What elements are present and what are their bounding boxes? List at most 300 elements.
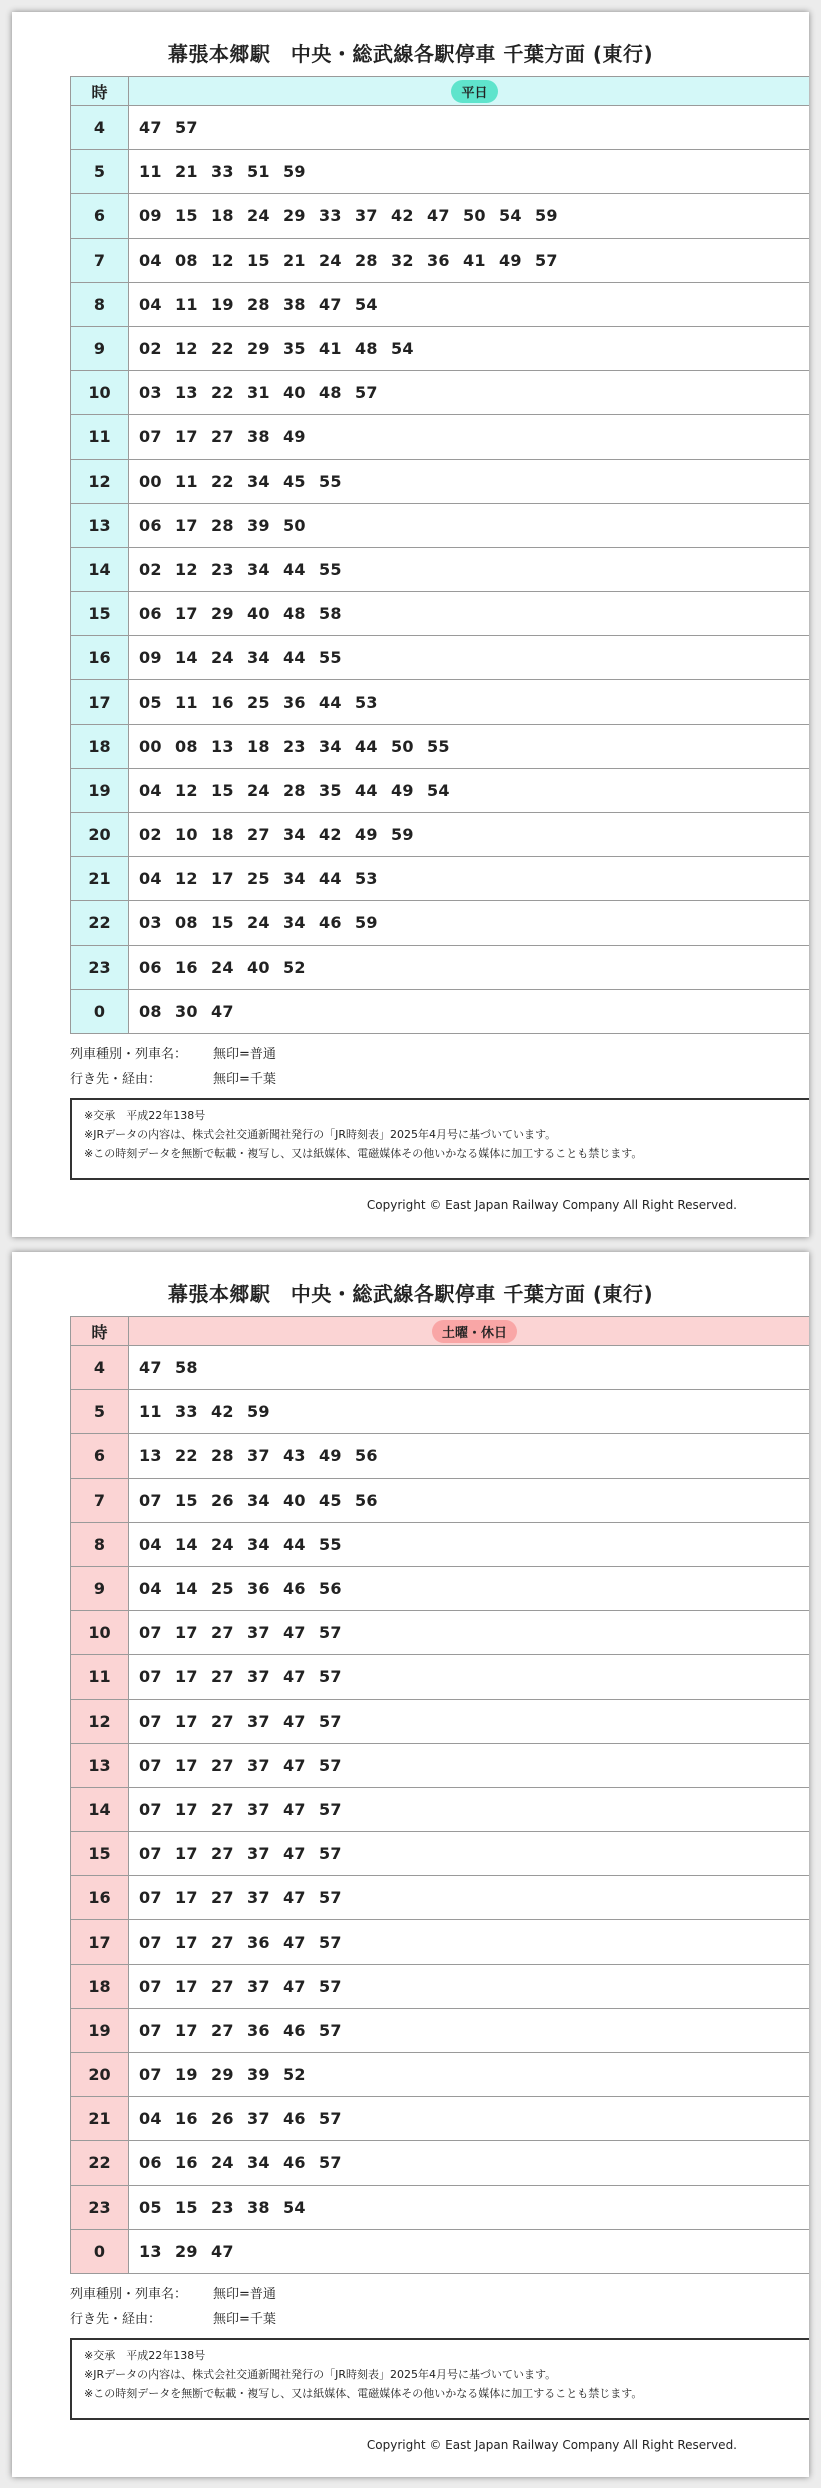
departure-minute: 23 (211, 559, 234, 579)
legend-value: 無印=千葉 (213, 1072, 276, 1087)
departure-minute: 17 (175, 427, 198, 447)
departure-minute: 37 (355, 206, 378, 226)
departure-minute: 43 (283, 1446, 306, 1466)
departure-minute: 40 (247, 957, 270, 977)
hour-cell: 14 (71, 1787, 129, 1831)
departure-minute: 24 (211, 648, 234, 668)
departure-minute: 17 (211, 869, 234, 889)
minutes-cell (129, 2053, 810, 2097)
hour-cell: 11 (71, 1655, 129, 1699)
departure-minute: 46 (283, 2020, 306, 2040)
departure-minute: 28 (211, 1446, 234, 1466)
legend-row-train-type (70, 2282, 276, 2307)
departure-minute: 53 (355, 869, 378, 889)
minutes-cell (129, 768, 810, 812)
departure-minute: 22 (211, 383, 234, 403)
departure-minute: 25 (211, 1579, 234, 1599)
timetable-row (71, 857, 810, 901)
departure-minute: 22 (175, 1446, 198, 1466)
departure-minute: 47 (283, 1799, 306, 1819)
departure-minute: 54 (355, 294, 378, 314)
timetable-row (71, 1434, 810, 1478)
hour-cell: 0 (71, 2229, 129, 2273)
departure-minute: 57 (319, 2109, 342, 2129)
departure-minute: 07 (139, 1844, 162, 1864)
timetable-row (71, 768, 810, 812)
departure-minute: 37 (247, 1755, 270, 1775)
departure-minute: 22 (211, 339, 234, 359)
departure-minute: 13 (211, 736, 234, 756)
departure-minute: 55 (319, 648, 342, 668)
departure-minute: 07 (139, 1711, 162, 1731)
departure-minute: 35 (319, 780, 342, 800)
departure-minute: 39 (247, 2065, 270, 2085)
hour-cell: 12 (71, 1699, 129, 1743)
departure-minute: 07 (139, 1623, 162, 1643)
departure-minute: 42 (319, 825, 342, 845)
departure-minute: 47 (319, 294, 342, 314)
page-title: 幕張本郷駅 中央・総武線各駅停車 千葉方面 (東行) (167, 42, 654, 66)
departure-minute: 23 (283, 736, 306, 756)
departure-minute: 47 (283, 1755, 306, 1775)
departure-minute: 26 (211, 2109, 234, 2129)
departure-minute: 17 (175, 1799, 198, 1819)
departure-minute: 07 (139, 1888, 162, 1908)
departure-minute: 49 (391, 780, 414, 800)
hour-cell: 17 (71, 680, 129, 724)
note-line: ※JRデータの内容は、株式会社交通新聞社発行の「JR時刻表」2025年4月号に基づいています。 (84, 1128, 557, 1141)
departure-minute: 07 (139, 2020, 162, 2040)
departure-minute: 27 (211, 1667, 234, 1687)
departure-minute: 07 (139, 1799, 162, 1819)
departure-minute: 29 (211, 604, 234, 624)
departure-minute: 17 (175, 1844, 198, 1864)
minutes-cell (129, 371, 810, 415)
note-line: ※この時刻データを無断で転載・複写し、又は紙媒体、電磁媒体その他いかなる媒体に加工することも禁じます。 (84, 2387, 643, 2400)
departure-minute: 34 (247, 559, 270, 579)
departure-minute: 54 (499, 206, 522, 226)
departure-minute: 07 (139, 1932, 162, 1952)
hour-column-header: 時 (71, 1317, 129, 1346)
departure-minute: 34 (319, 736, 342, 756)
minutes-cell (129, 1964, 810, 2008)
departure-minute: 54 (427, 780, 450, 800)
minutes-cell (129, 724, 810, 768)
departure-minute: 02 (139, 559, 162, 579)
departure-minute: 47 (427, 206, 450, 226)
departure-minute: 19 (211, 294, 234, 314)
hour-cell: 22 (71, 901, 129, 945)
departure-minute: 08 (139, 1001, 162, 1021)
notes-box (70, 2338, 809, 2420)
departure-minute: 45 (283, 471, 306, 491)
minutes-cell (129, 547, 810, 591)
minutes-cell (129, 1787, 810, 1831)
departure-minute: 11 (175, 294, 198, 314)
hour-cell: 8 (71, 282, 129, 326)
departure-minute: 27 (211, 1932, 234, 1952)
departure-minute: 25 (247, 692, 270, 712)
departure-minute: 17 (175, 1711, 198, 1731)
legend-row-destination (70, 1067, 276, 1092)
timetable-row (71, 989, 810, 1033)
hour-cell: 4 (71, 106, 129, 150)
timetable-row (71, 2008, 810, 2052)
minutes-cell (129, 857, 810, 901)
departure-minute: 57 (319, 1932, 342, 1952)
departure-minute: 02 (139, 339, 162, 359)
departure-minute: 46 (283, 2109, 306, 2129)
departure-minute: 18 (211, 825, 234, 845)
departure-minute: 33 (211, 162, 234, 182)
timetable-row (71, 1743, 810, 1787)
hour-cell: 11 (71, 415, 129, 459)
departure-minute: 07 (139, 1976, 162, 1996)
departure-minute: 28 (211, 515, 234, 535)
departure-minute: 36 (283, 692, 306, 712)
departure-minute: 52 (283, 957, 306, 977)
departure-minute: 16 (211, 692, 234, 712)
departure-minute: 40 (247, 604, 270, 624)
minutes-cell (129, 945, 810, 989)
departure-minute: 09 (139, 648, 162, 668)
timetable-row (71, 2097, 810, 2141)
departure-minute: 47 (283, 1711, 306, 1731)
departure-minute: 47 (283, 1667, 306, 1687)
departure-minute: 27 (211, 1844, 234, 1864)
departure-minute: 18 (247, 736, 270, 756)
departure-minute: 13 (139, 2241, 162, 2261)
departure-minute: 05 (139, 692, 162, 712)
timetable-row (71, 415, 810, 459)
timetable-holiday (70, 1316, 809, 2274)
timetable-row (71, 1346, 810, 1390)
hour-cell: 6 (71, 1434, 129, 1478)
minutes-cell (129, 503, 810, 547)
departure-minute: 11 (139, 1402, 162, 1422)
minutes-cell (129, 1522, 810, 1566)
departure-minute: 48 (319, 383, 342, 403)
departure-minute: 17 (175, 1932, 198, 1952)
day-type-badge: 平日 (451, 80, 497, 103)
departure-minute: 12 (175, 559, 198, 579)
departure-minute: 57 (175, 118, 198, 138)
departure-minute: 33 (175, 1402, 198, 1422)
departure-minute: 00 (139, 471, 162, 491)
departure-minute: 57 (319, 1976, 342, 1996)
minutes-cell (129, 901, 810, 945)
departure-minute: 45 (319, 1490, 342, 1510)
departure-minute: 27 (247, 825, 270, 845)
note-line: ※交承 平成22年138号 (84, 1109, 206, 1122)
departure-minute: 48 (283, 604, 306, 624)
timetable-row (71, 1832, 810, 1876)
timetable-row (71, 636, 810, 680)
departure-minute: 06 (139, 2153, 162, 2173)
legend-row-destination (70, 2307, 276, 2332)
minutes-cell (129, 415, 810, 459)
departure-minute: 04 (139, 1534, 162, 1554)
departure-minute: 07 (139, 2065, 162, 2085)
timetable-row (71, 547, 810, 591)
minutes-cell (129, 1434, 810, 1478)
departure-minute: 34 (283, 913, 306, 933)
departure-minute: 12 (175, 869, 198, 889)
departure-minute: 26 (211, 1490, 234, 1510)
hour-cell: 5 (71, 150, 129, 194)
departure-minute: 24 (319, 250, 342, 270)
departure-minute: 29 (247, 339, 270, 359)
timetable-row (71, 282, 810, 326)
departure-minute: 41 (319, 339, 342, 359)
departure-minute: 07 (139, 1755, 162, 1775)
minutes-cell (129, 2097, 810, 2141)
minutes-cell (129, 1390, 810, 1434)
departure-minute: 38 (283, 294, 306, 314)
departure-minute: 55 (319, 471, 342, 491)
legend-key: 列車種別・列車名： (70, 1047, 188, 1062)
minutes-cell (129, 1699, 810, 1743)
departure-minute: 27 (211, 1623, 234, 1643)
hour-cell: 15 (71, 592, 129, 636)
departure-minute: 15 (247, 250, 270, 270)
hour-cell: 16 (71, 1876, 129, 1920)
departure-minute: 39 (247, 515, 270, 535)
departure-minute: 12 (211, 250, 234, 270)
timetable-row (71, 2053, 810, 2097)
departure-minute: 06 (139, 957, 162, 977)
minutes-cell (129, 2185, 810, 2229)
timetable-row (71, 1611, 810, 1655)
minutes-cell (129, 150, 810, 194)
hour-cell: 23 (71, 2185, 129, 2229)
departure-minute: 24 (247, 780, 270, 800)
hour-cell: 19 (71, 2008, 129, 2052)
hour-cell: 8 (71, 1522, 129, 1566)
day-type-header (129, 77, 810, 106)
departure-minute: 28 (247, 294, 270, 314)
minutes-cell (129, 1478, 810, 1522)
departure-minute: 08 (175, 736, 198, 756)
departure-minute: 57 (319, 1623, 342, 1643)
departure-minute: 58 (175, 1358, 198, 1378)
departure-minute: 34 (247, 471, 270, 491)
hour-cell: 18 (71, 1964, 129, 2008)
departure-minute: 07 (139, 427, 162, 447)
minutes-cell (129, 1655, 810, 1699)
departure-minute: 34 (283, 825, 306, 845)
departure-minute: 36 (247, 1579, 270, 1599)
departure-minute: 24 (247, 913, 270, 933)
departure-minute: 13 (175, 383, 198, 403)
departure-minute: 47 (283, 1888, 306, 1908)
departure-minute: 11 (175, 692, 198, 712)
departure-minute: 04 (139, 250, 162, 270)
departure-minute: 46 (283, 1579, 306, 1599)
departure-minute: 58 (319, 604, 342, 624)
departure-minute: 15 (175, 2197, 198, 2217)
hour-cell: 0 (71, 989, 129, 1033)
departure-minute: 30 (175, 1001, 198, 1021)
departure-minute: 41 (463, 250, 486, 270)
departure-minute: 08 (175, 913, 198, 933)
hour-cell: 19 (71, 768, 129, 812)
departure-minute: 37 (247, 1888, 270, 1908)
timetable-row (71, 1699, 810, 1743)
departure-minute: 34 (247, 1534, 270, 1554)
departure-minute: 42 (391, 206, 414, 226)
timetable-body (71, 106, 810, 1034)
departure-minute: 56 (355, 1490, 378, 1510)
departure-minute: 34 (247, 648, 270, 668)
departure-minute: 21 (175, 162, 198, 182)
minutes-cell (129, 1832, 810, 1876)
timetable-row (71, 326, 810, 370)
departure-minute: 04 (139, 294, 162, 314)
departure-minute: 16 (175, 2153, 198, 2173)
timetable-body (71, 1346, 810, 2274)
timetable-row (71, 194, 810, 238)
minutes-cell (129, 2229, 810, 2273)
departure-minute: 09 (139, 206, 162, 226)
departure-minute: 23 (211, 2197, 234, 2217)
hour-cell: 17 (71, 1920, 129, 1964)
departure-minute: 44 (283, 648, 306, 668)
departure-minute: 59 (247, 1402, 270, 1422)
timetable-row (71, 1566, 810, 1610)
copyright: Copyright © East Japan Railway Company All Right Reserved. (366, 2438, 737, 2452)
departure-minute: 00 (139, 736, 162, 756)
minutes-cell (129, 1611, 810, 1655)
timetable-row (71, 1787, 810, 1831)
departure-minute: 37 (247, 1976, 270, 1996)
departure-minute: 44 (319, 869, 342, 889)
note-line: ※JRデータの内容は、株式会社交通新聞社発行の「JR時刻表」2025年4月号に基づいています。 (84, 2368, 557, 2381)
departure-minute: 29 (175, 2241, 198, 2261)
legend-value: 無印=千葉 (213, 2312, 276, 2327)
departure-minute: 38 (247, 427, 270, 447)
minutes-cell (129, 1876, 810, 1920)
minutes-cell (129, 680, 810, 724)
departure-minute: 54 (391, 339, 414, 359)
departure-minute: 57 (319, 1888, 342, 1908)
hour-cell: 12 (71, 459, 129, 503)
departure-minute: 48 (355, 339, 378, 359)
legend-value: 無印=普通 (213, 2287, 276, 2302)
departure-minute: 47 (283, 1976, 306, 1996)
legend-key: 行き先・経由： (70, 2312, 162, 2327)
departure-minute: 52 (283, 2065, 306, 2085)
departure-minute: 27 (211, 427, 234, 447)
note-line: ※この時刻データを無断で転載・複写し、又は紙媒体、電磁媒体その他いかなる媒体に加工することも禁じます。 (84, 1147, 643, 1160)
departure-minute: 50 (463, 206, 486, 226)
timetable-page-weekday (12, 12, 809, 1237)
departure-minute: 12 (175, 780, 198, 800)
departure-minute: 44 (319, 692, 342, 712)
hour-cell: 22 (71, 2141, 129, 2185)
copyright: Copyright © East Japan Railway Company All Right Reserved. (366, 1198, 737, 1212)
timetable-row (71, 1390, 810, 1434)
departure-minute: 12 (175, 339, 198, 359)
hour-cell: 18 (71, 724, 129, 768)
departure-minute: 59 (283, 162, 306, 182)
departure-minute: 19 (175, 2065, 198, 2085)
timetable-row (71, 680, 810, 724)
departure-minute: 24 (211, 2153, 234, 2173)
minutes-cell (129, 1920, 810, 1964)
departure-minute: 55 (319, 1534, 342, 1554)
departure-minute: 15 (175, 1490, 198, 1510)
departure-minute: 05 (139, 2197, 162, 2217)
table-header-row (71, 77, 810, 106)
hour-cell: 4 (71, 1346, 129, 1390)
departure-minute: 42 (211, 1402, 234, 1422)
departure-minute: 22 (211, 471, 234, 491)
departure-minute: 04 (139, 1579, 162, 1599)
departure-minute: 53 (355, 692, 378, 712)
departure-minute: 02 (139, 825, 162, 845)
departure-minute: 57 (319, 1755, 342, 1775)
departure-minute: 57 (319, 1799, 342, 1819)
hour-cell: 7 (71, 1478, 129, 1522)
departure-minute: 37 (247, 1711, 270, 1731)
departure-minute: 36 (247, 1932, 270, 1952)
departure-minute: 11 (175, 471, 198, 491)
timetable-row (71, 106, 810, 150)
hour-cell: 16 (71, 636, 129, 680)
table-header-row (71, 1317, 810, 1346)
departure-minute: 32 (391, 250, 414, 270)
departure-minute: 35 (283, 339, 306, 359)
departure-minute: 56 (319, 1579, 342, 1599)
departure-minute: 06 (139, 604, 162, 624)
departure-minute: 17 (175, 515, 198, 535)
departure-minute: 33 (319, 206, 342, 226)
timetable-row (71, 901, 810, 945)
minutes-cell (129, 282, 810, 326)
departure-minute: 49 (499, 250, 522, 270)
minutes-cell (129, 459, 810, 503)
day-type-header (129, 1317, 810, 1346)
departure-minute: 56 (355, 1446, 378, 1466)
departure-minute: 57 (319, 1711, 342, 1731)
departure-minute: 46 (283, 2153, 306, 2173)
departure-minute: 59 (535, 206, 558, 226)
departure-minute: 59 (355, 913, 378, 933)
timetable-row (71, 2185, 810, 2229)
departure-minute: 50 (391, 736, 414, 756)
departure-minute: 27 (211, 1799, 234, 1819)
departure-minute: 28 (283, 780, 306, 800)
departure-minute: 57 (319, 1844, 342, 1864)
departure-minute: 03 (139, 383, 162, 403)
hour-cell: 10 (71, 1611, 129, 1655)
departure-minute: 37 (247, 1799, 270, 1819)
timetable-row (71, 1655, 810, 1699)
departure-minute: 27 (211, 1755, 234, 1775)
timetable-row (71, 945, 810, 989)
departure-minute: 34 (283, 869, 306, 889)
minutes-cell (129, 989, 810, 1033)
departure-minute: 37 (247, 2109, 270, 2129)
hour-cell: 14 (71, 547, 129, 591)
departure-minute: 13 (139, 1446, 162, 1466)
departure-minute: 49 (283, 427, 306, 447)
departure-minute: 29 (283, 206, 306, 226)
departure-minute: 31 (247, 383, 270, 403)
departure-minute: 14 (175, 648, 198, 668)
timetable-row (71, 2229, 810, 2273)
